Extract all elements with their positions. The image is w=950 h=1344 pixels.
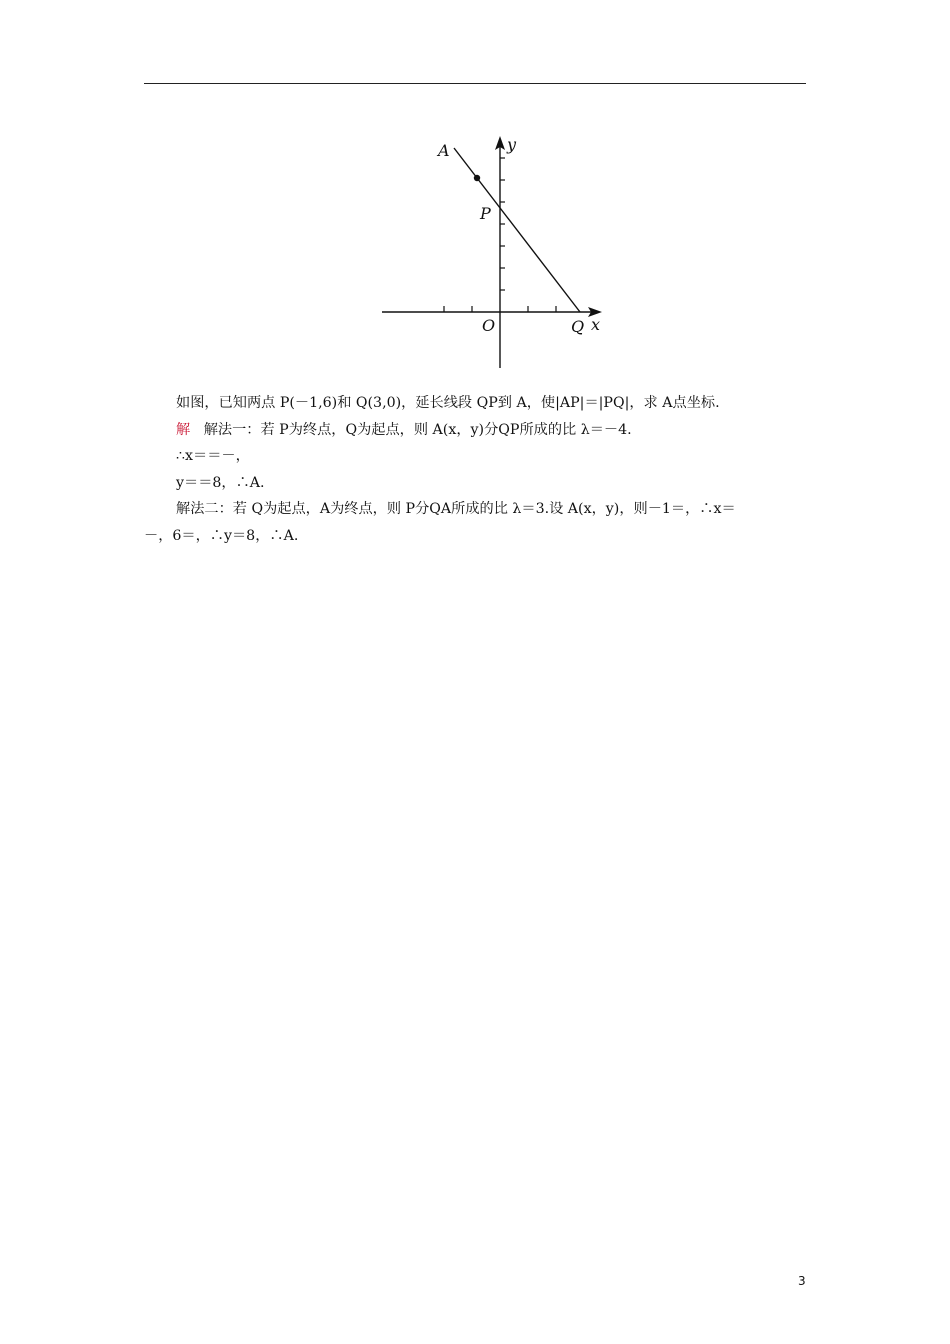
problem-text <box>144 390 806 549</box>
problem-statement: 如图，已知两点 P(－1,6)和 Q(3,0)，延长线段 QP到 A，使|AP|＝|PQ|，求 A点坐标. <box>176 395 720 411</box>
step-x: ∴x＝＝－， <box>176 448 250 464</box>
y-axis-ticks <box>500 158 505 290</box>
coordinate-figure <box>378 132 608 372</box>
step-y: y＝＝8，∴A. <box>176 474 265 491</box>
label-O: O <box>482 316 496 335</box>
coordinate-diagram <box>378 132 608 372</box>
method-2-line-2: －，6＝，∴y＝8，∴A. <box>144 527 299 544</box>
solution-method-1 <box>144 417 806 444</box>
header-rule <box>144 83 806 84</box>
label-P: P <box>480 204 491 223</box>
line-AQ <box>454 148 580 312</box>
method-2-line-1: 解法二：若 Q为起点，A为终点，则 P分QA所成的比 λ＝3.设 A(x，y)，则－1＝，∴x＝ <box>176 501 736 517</box>
solution-tag: 解 <box>176 421 191 438</box>
label-y: y <box>507 135 517 154</box>
point-marker <box>474 175 480 181</box>
label-Q: Q <box>571 317 585 336</box>
page-number: 3 <box>798 1274 806 1288</box>
method-1-text: 解法一：若 P为终点，Q为起点，则 A(x，y)分QP所成的比 λ＝－4. <box>203 421 632 438</box>
label-x: x <box>591 315 601 334</box>
label-A: A <box>438 141 450 160</box>
